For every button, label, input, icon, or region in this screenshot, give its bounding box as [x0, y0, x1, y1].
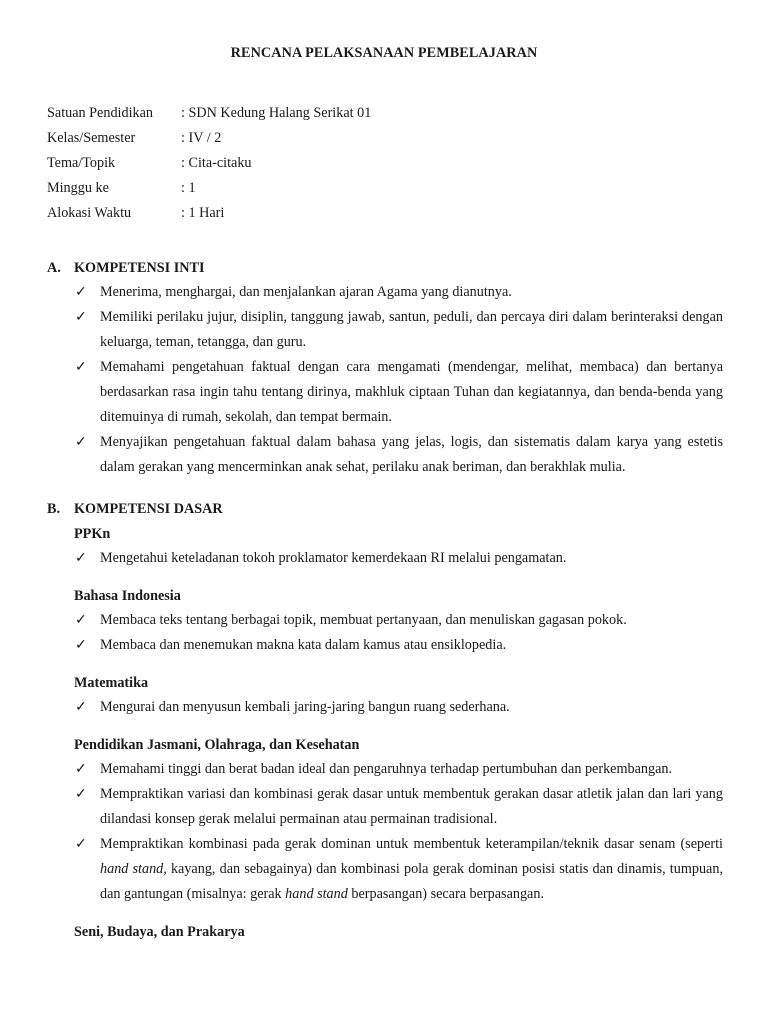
section-letter: B. [47, 501, 61, 517]
check-mark-icon: ✓ [75, 700, 87, 715]
identity-value: : IV / 2 [181, 130, 222, 146]
section-heading [47, 499, 723, 519]
list-item [47, 305, 723, 355]
list-item [47, 695, 723, 720]
check-mark-icon: ✓ [75, 435, 87, 450]
list-item-text: Memahami tinggi dan berat badan ideal dan pengaruhnya terhadap pertumbuhan dan perkembangan. [100, 761, 673, 777]
check-mark-icon: ✓ [75, 310, 87, 325]
subject-heading-penjas: Pendidikan Jasmani, Olahraga, dan Kesehatan [74, 737, 360, 753]
list-item-text: Mengetahui keteladanan tokoh proklamator kemerdekaan RI melalui pengamatan. [100, 550, 567, 566]
list-item-text: Memiliki perilaku jujur, disiplin, tanggung jawab, santun, peduli, dan percaya diri dalam berinteraksi dengan keluarga, teman, tetangga, dan guru. [100, 309, 723, 350]
identity-label: Kelas/Semester [47, 130, 136, 146]
identity-label: Satuan Pendidikan [47, 105, 153, 121]
identity-table [47, 103, 727, 228]
check-mark-icon: ✓ [75, 551, 87, 566]
identity-value: : Cita-citaku [181, 155, 252, 171]
check-mark-icon: ✓ [75, 613, 87, 628]
check-mark-icon: ✓ [75, 360, 87, 375]
subject-heading-bahasa-indonesia: Bahasa Indonesia [74, 588, 181, 604]
list-item-text: Menyajikan pengetahuan faktual dalam bahasa yang jelas, logis, dan sistematis dalam karya yang estetis dalam gerakan yang mencerminkan anak sehat, perilaku anak beriman, dan berakhlak mulia. [100, 434, 723, 475]
check-mark-icon: ✓ [75, 787, 87, 802]
subject-heading-matematika: Matematika [74, 675, 149, 691]
section-title: KOMPETENSI INTI [74, 260, 205, 276]
list-item [47, 280, 723, 305]
section-kompetensi-inti [47, 258, 723, 480]
checklist [47, 546, 723, 571]
list-item [47, 608, 723, 633]
list-item-text: Membaca dan menemukan makna kata dalam kamus atau ensiklopedia. [100, 637, 507, 653]
list-item [47, 430, 723, 480]
identity-label: Minggu ke [47, 180, 109, 196]
checklist [47, 695, 723, 720]
identity-row [47, 178, 727, 203]
list-item [47, 757, 723, 782]
italic-term: hand stand [100, 861, 164, 877]
identity-row [47, 128, 727, 153]
section-heading [47, 258, 723, 278]
checklist [47, 608, 723, 658]
text-segment: , kayang, dan sebagainya) dan kombinasi pola gerak dominan posisi statis dan dinamis, tumpuan, dan gantungan (misalnya: gerak [100, 861, 723, 902]
list-item-text: Menerima, menghargai, dan menjalankan ajaran Agama yang dianutnya. [100, 284, 512, 300]
check-mark-icon: ✓ [75, 837, 87, 852]
list-item-text: Membaca teks tentang berbagai topik, membuat pertanyaan, dan menuliskan gagasan pokok. [100, 612, 627, 628]
text-segment: Mempraktikan kombinasi pada gerak dominan untuk membentuk keterampilan/teknik dasar senam (seperti [100, 836, 723, 852]
subject-heading-ppkn: PPKn [74, 526, 111, 542]
section-kompetensi-dasar [47, 499, 723, 942]
list-item-text: Mempraktikan variasi dan kombinasi gerak dasar untuk membentuk gerakan dasar atletik jalan dan lari yang dilandasi konsep gerak melalui permainan atau permainan tradisional. [100, 786, 723, 827]
identity-value: : SDN Kedung Halang Serikat 01 [181, 105, 372, 121]
italic-term: hand stand [285, 886, 348, 902]
list-item [47, 546, 723, 571]
identity-label: Alokasi Waktu [47, 205, 132, 221]
section-title: KOMPETENSI DASAR [74, 501, 223, 517]
section-letter: A. [47, 260, 61, 276]
check-mark-icon: ✓ [75, 285, 87, 300]
list-item-text: Mengurai dan menyusun kembali jaring-jaring bangun ruang sederhana. [100, 699, 510, 715]
check-mark-icon: ✓ [75, 762, 87, 777]
identity-label: Tema/Topik [47, 155, 116, 171]
list-item [47, 633, 723, 658]
document-title: RENCANA PELAKSANAAN PEMBELAJARAN [230, 45, 538, 61]
subject-heading-sbdp: Seni, Budaya, dan Prakarya [74, 924, 245, 940]
list-item-text: Memahami pengetahuan faktual dengan cara mengamati (mendengar, melihat, membaca) dan bertanya berdasarkan rasa ingin tahu tentang dirinya, makhluk ciptaan Tuhan dan kegiatannya, dan benda-benda yang ditemuinya di rumah, sekolah, dan tempat bermain. [100, 359, 723, 425]
identity-row [47, 153, 727, 178]
text-segment: berpasangan) secara berpasangan. [347, 886, 544, 902]
list-item-text [100, 836, 723, 902]
checklist [47, 280, 723, 480]
identity-row [47, 203, 727, 228]
identity-value: : 1 [181, 180, 196, 196]
identity-row [47, 103, 727, 128]
list-item [47, 832, 723, 907]
checklist [47, 757, 723, 907]
list-item [47, 782, 723, 832]
check-mark-icon: ✓ [75, 638, 87, 653]
identity-value: : 1 Hari [181, 205, 225, 221]
list-item [47, 355, 723, 430]
